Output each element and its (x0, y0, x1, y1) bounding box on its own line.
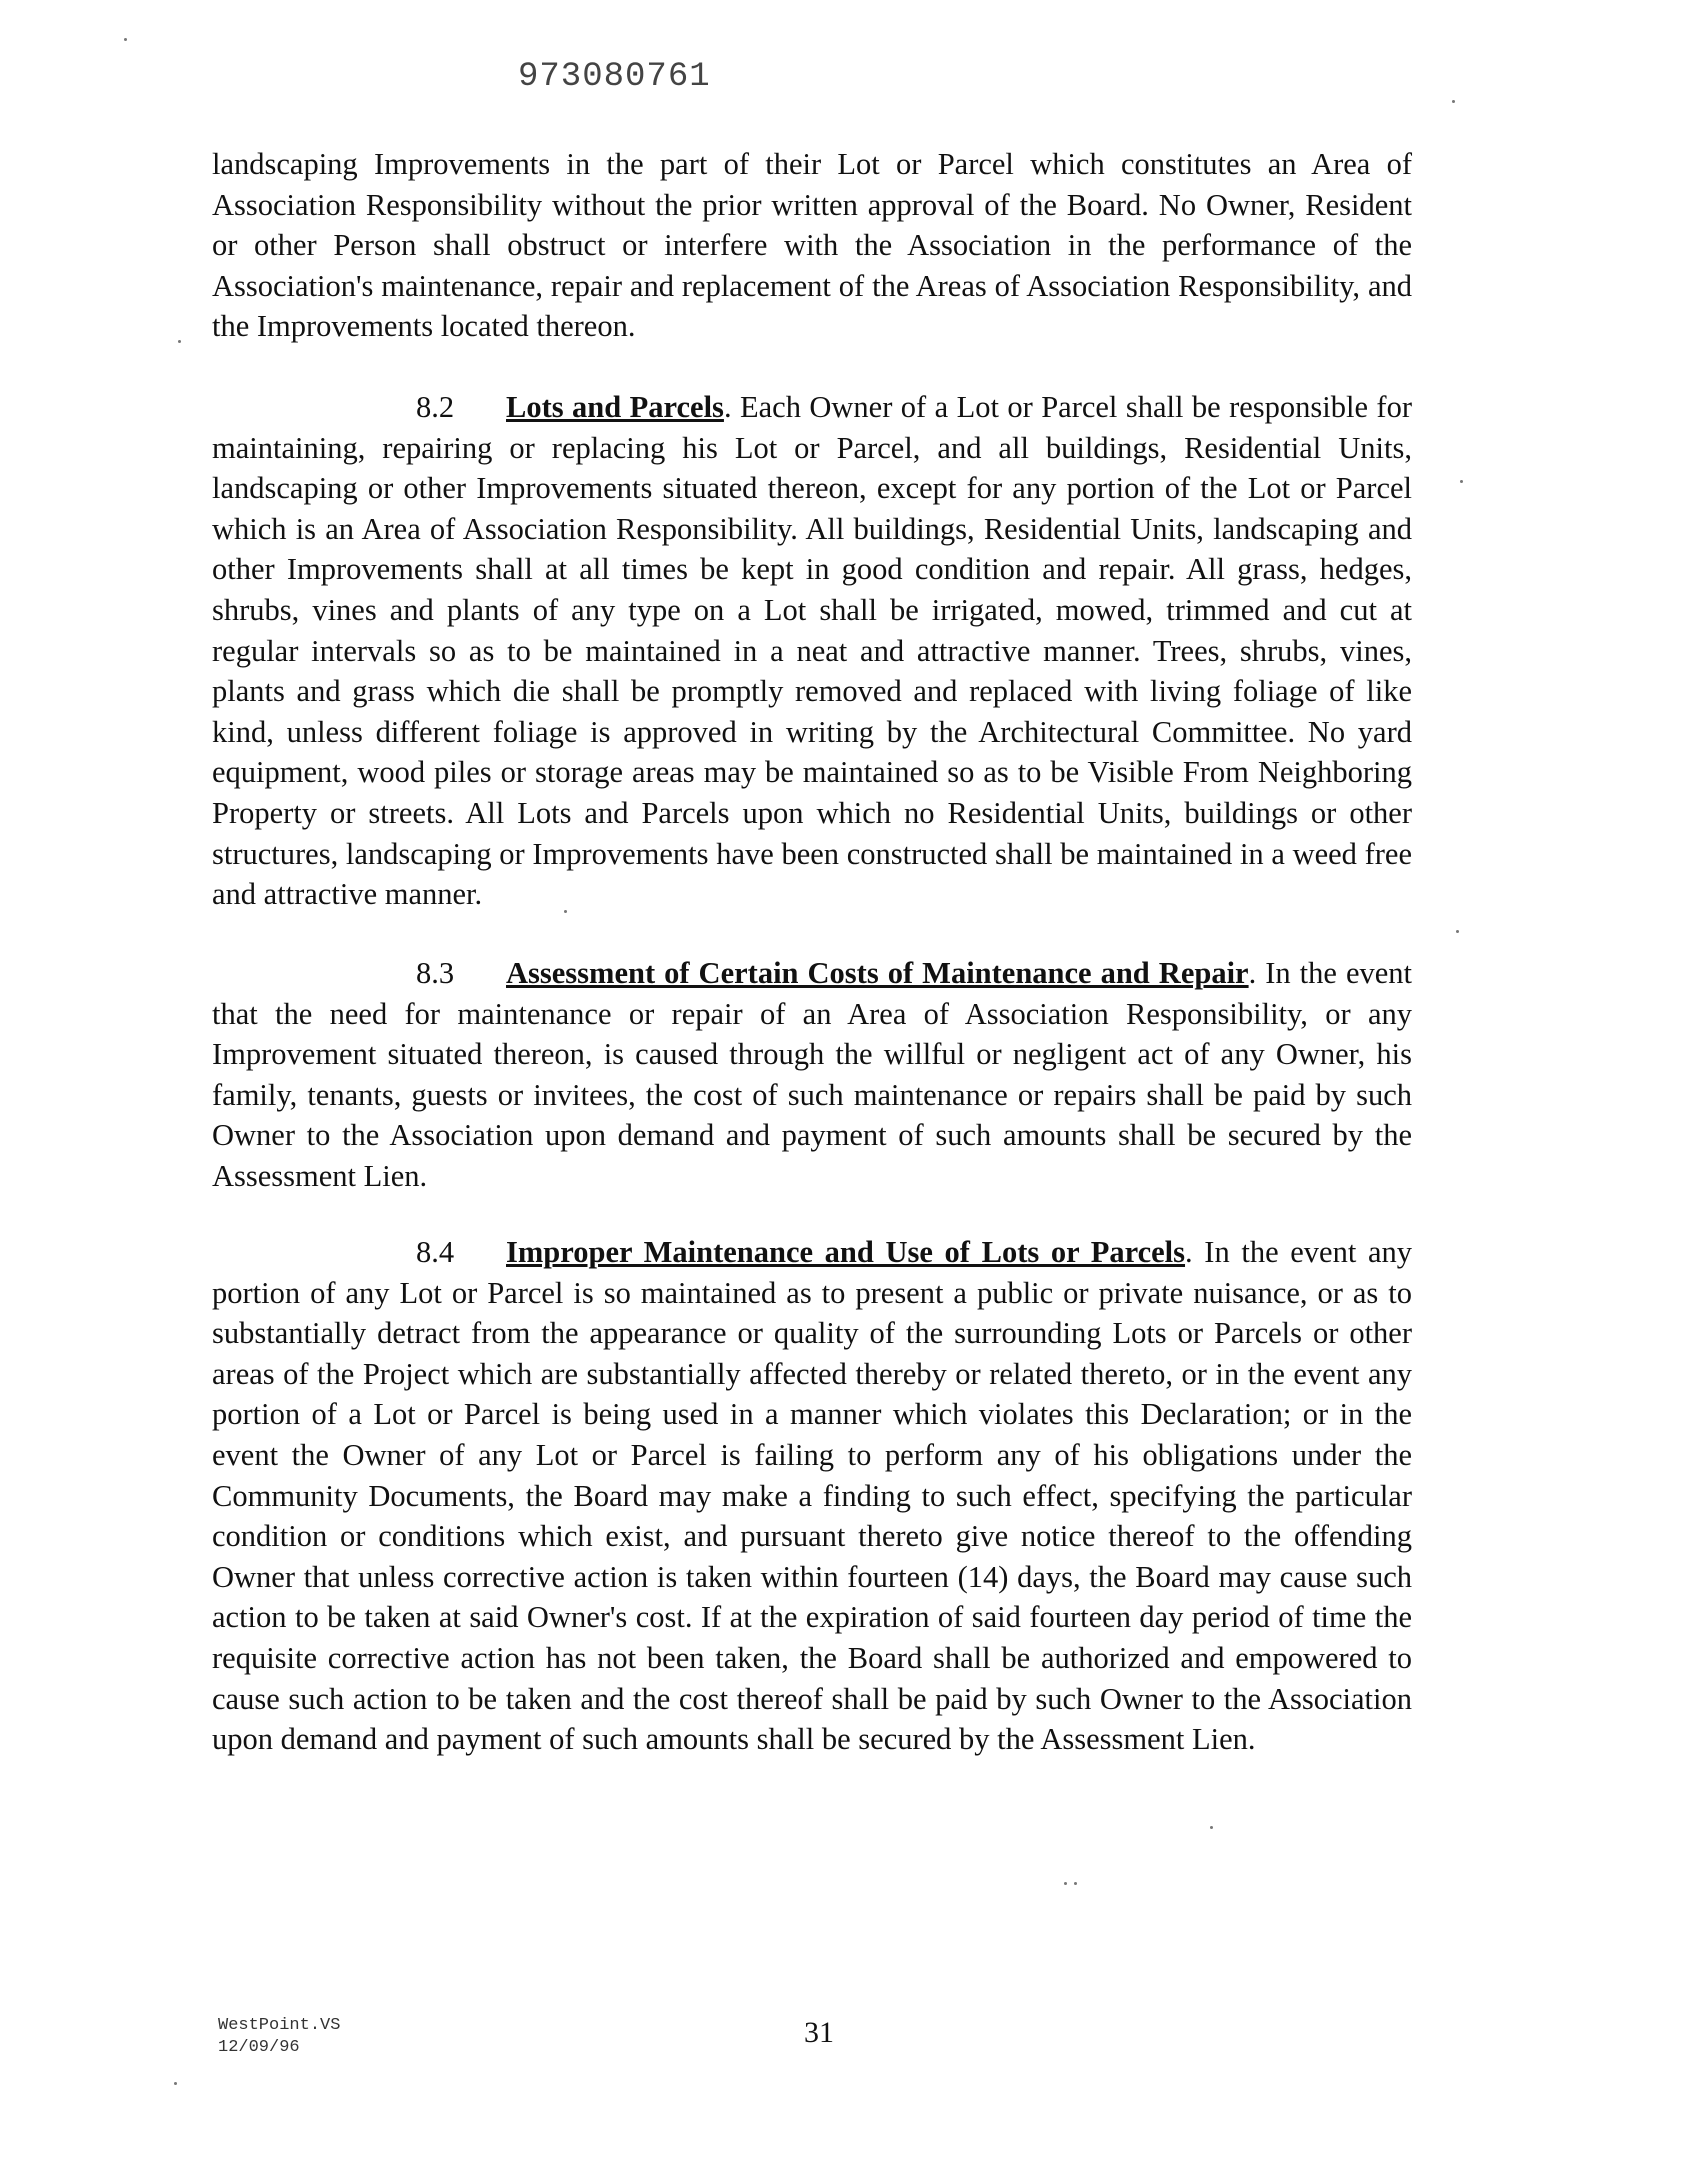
footer-date: 12/09/96 (218, 2038, 300, 2057)
scan-speck (124, 38, 127, 41)
scan-speck (174, 2082, 177, 2085)
scan-speck (1456, 930, 1459, 933)
document-number: 973080761 (518, 58, 711, 96)
paragraph-intro: landscaping Improvements in the part of their Lot or Parcel which constitutes an Area of Association Responsibility without the prior written approval of the Board. No Owner, Resident or other Person shall obstruct or interfere with the Association in the performance of the Association's maintenance, repair and replacement of the Areas of Association Responsibility, and the Improvements located thereon. (212, 147, 1412, 344)
section-title: Improper Maintenance and Use of Lots or Parcels (506, 1235, 1186, 1269)
section-8-2 (212, 387, 1412, 915)
scan-speck (1460, 480, 1463, 483)
section-number: 8.2 (416, 390, 455, 424)
scan-speck (1064, 1882, 1067, 1885)
scan-speck (1452, 100, 1455, 103)
footer-file-info (218, 2015, 340, 2059)
section-8-3 (212, 953, 1412, 1197)
page-number: 31 (804, 2016, 834, 2049)
section-text: . Each Owner of a Lot or Parcel shall be responsible for maintaining, repairing or replacing his Lot or Parcel, and all buildings, Residential Units, landscaping or other Improvements situated thereon, except for any portion of the Lot or Parcel which is an Area of Association Responsibility. All buildings, Residential Units, landscaping and other Improvements shall at all times be kept in good condition and repair. All grass, hedges, shrubs, vines and plants of any type on a Lot shall be irrigated, mowed, trimmed and cut at regular intervals so as to be maintained in a neat and attractive manner. Trees, shrubs, vines, plants and grass which die shall be promptly removed and replaced with living foliage of like kind, unless different foliage is approved in writing by the Architectural Committee. No yard equipment, wood piles or storage areas may be maintained so as to be Visible From Neighboring Property or streets. All Lots and Parcels upon which no Residential Units, buildings or other structures, landscaping or Improvements have been constructed shall be maintained in a weed free and attractive manner. (212, 390, 1412, 912)
footer-file-name: WestPoint.VS (218, 2016, 341, 2035)
section-title: Lots and Parcels (506, 390, 724, 424)
section-text: . In the event any portion of any Lot or Parcel is so maintained as to present a public or private nuisance, or as to substantially detract from the appearance or quality of the surrounding Lots or Parcels or other areas of the Project which are substantially affected thereby or related thereto, or in the event any portion of a Lot or Parcel is being used in a manner which violates this Declaration; or in the event the Owner of any Lot or Parcel is failing to perform any of his obligations under the Community Documents, the Board may make a finding to such effect, specifying the particular condition or conditions which exist, and pursuant thereto give notice thereof to the offending Owner that unless corrective action is taken within fourteen (14) days, the Board may cause such action to be taken at said Owner's cost. If at the expiration of said fourteen day period of time the requisite corrective action has not been taken, the Board shall be authorized and empowered to cause such action to be taken and the cost thereof shall be paid by such Owner to the Association upon demand and payment of such amounts shall be secured by the Assessment Lien. (212, 1235, 1412, 1757)
scan-speck (178, 340, 181, 343)
section-title: Assessment of Certain Costs of Maintenance and Repair (506, 956, 1249, 990)
section-number: 8.4 (416, 1235, 455, 1269)
section-text: . In the event that the need for maintenance or repair of an Area of Association Responsibility, or any Improvement situated thereon, is caused through the willful or negligent act of any Owner, his family, tenants, guests or invitees, the cost of such maintenance or repairs shall be paid by such Owner to the Association upon demand and payment of such amounts shall be secured by the Assessment Lien. (212, 956, 1413, 1193)
section-number: 8.3 (416, 956, 455, 990)
section-8-4 (212, 1232, 1412, 1760)
scan-speck (564, 910, 567, 913)
scan-speck (1210, 1826, 1213, 1829)
scan-speck (1074, 1882, 1077, 1885)
